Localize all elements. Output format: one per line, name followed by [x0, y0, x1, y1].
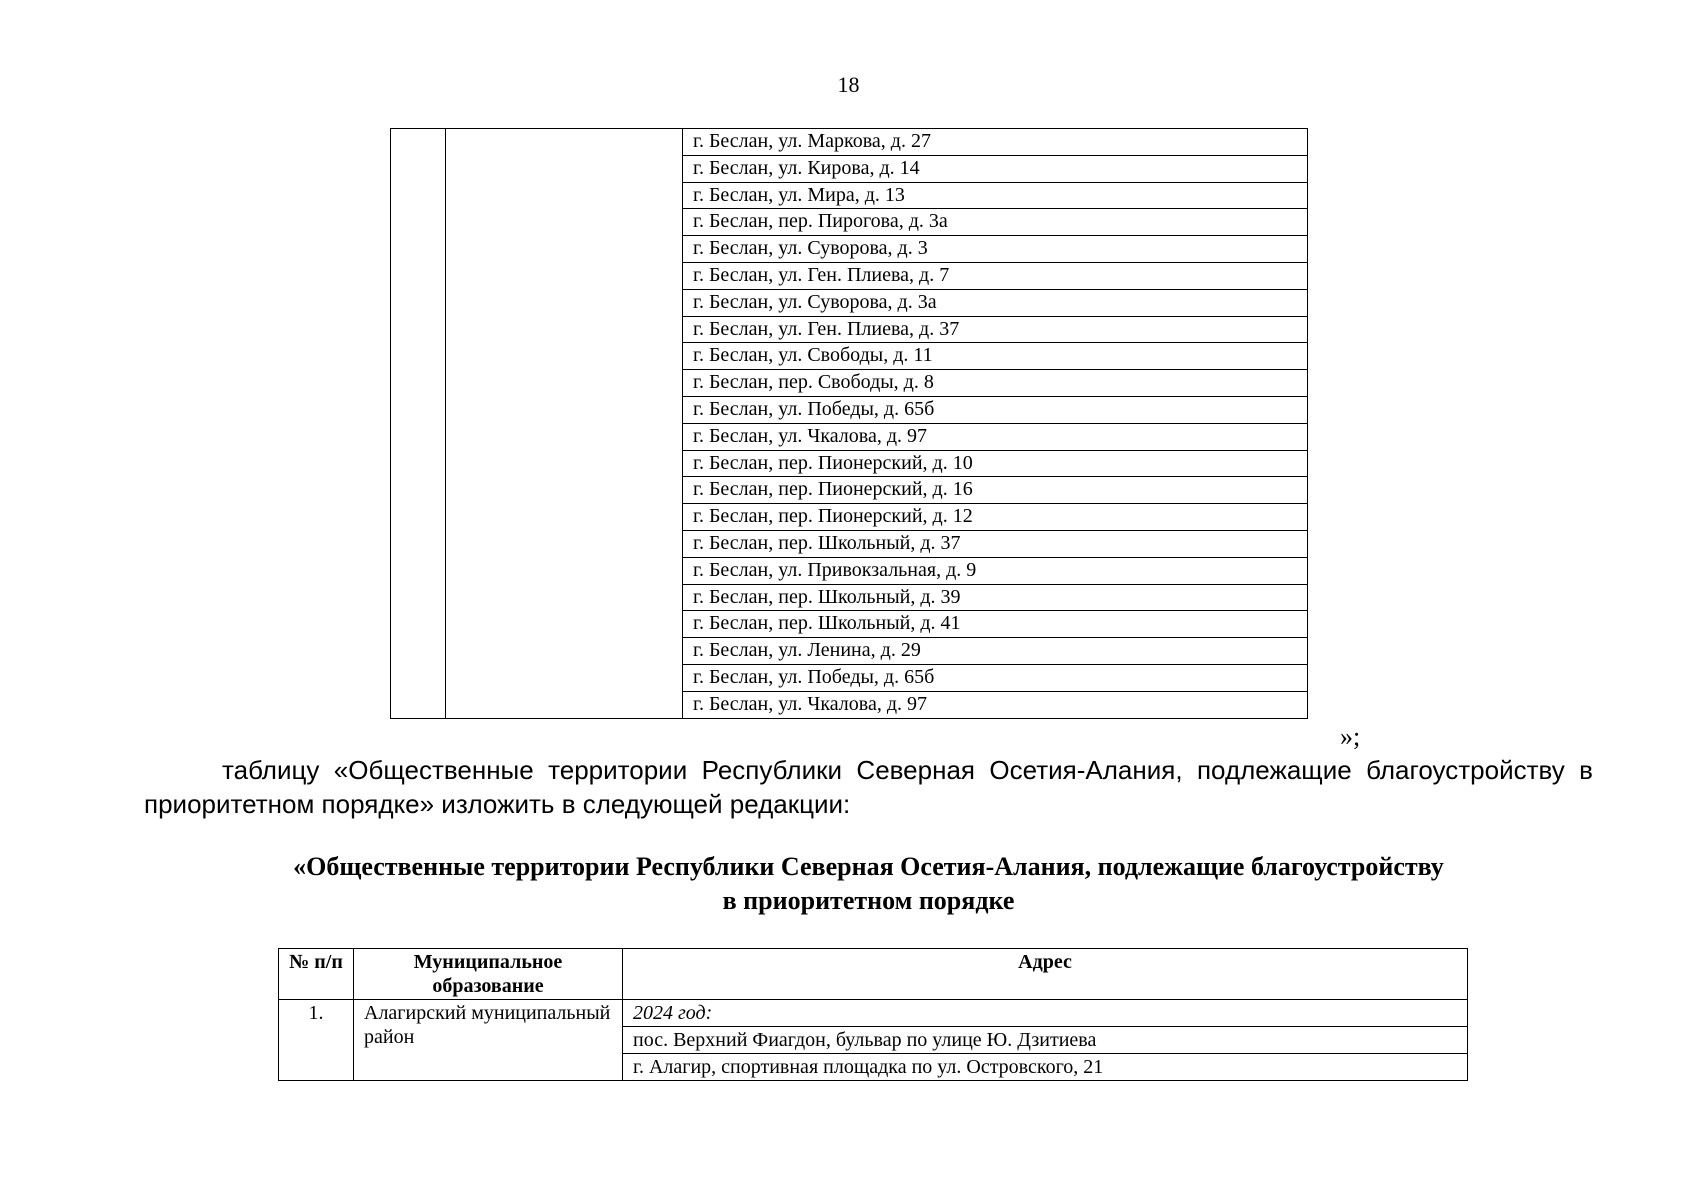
- address-cell: г. Беслан, пер. Школьный, д. 39: [683, 584, 1308, 611]
- address-cell: г. Беслан, ул. Ген. Плиева, д. 37: [683, 316, 1308, 343]
- closing-quote: »;: [1340, 722, 1361, 751]
- table-row: [279, 1000, 1468, 1027]
- number-cell: [391, 129, 446, 719]
- address-cell: г. Беслан, ул. Ген. Плиева, д. 7: [683, 262, 1308, 289]
- address-cell: г. Беслан, ул. Мира, д. 13: [683, 182, 1308, 209]
- table-title-line-2: в приоритетном порядке: [722, 886, 1015, 915]
- address-cell: г. Беслан, пер. Школьный, д. 41: [683, 611, 1308, 638]
- header-municipality: Муниципальное образование: [354, 949, 623, 1000]
- row-address: г. Алагир, спортивная площадка по ул. Островского, 21: [623, 1054, 1468, 1081]
- address-cell: г. Беслан, пер. Свободы, д. 8: [683, 370, 1308, 397]
- row-number: 1.: [279, 1000, 354, 1081]
- table-header-row: [279, 949, 1468, 1000]
- address-cell: г. Беслан, ул. Привокзальная, д. 9: [683, 557, 1308, 584]
- address-cell: г. Беслан, ул. Суворова, д. 3: [683, 236, 1308, 263]
- row-address: пос. Верхний Фиагдон, бульвар по улице Ю. Дзитиева: [623, 1027, 1468, 1054]
- address-cell: г. Беслан, пер. Пионерский, д. 12: [683, 504, 1308, 531]
- amendment-paragraph: таблицу «Общественные территории Республики Северная Осетия-Алания, подлежащие благоустройству в приоритетном порядке» изложить в следующей редакции:: [144, 755, 1593, 819]
- row-year: 2024 год:: [623, 1000, 1468, 1027]
- address-cell: г. Беслан, ул. Чкалова, д. 97: [683, 691, 1308, 718]
- table-title: [144, 850, 1593, 918]
- address-cell: г. Беслан, пер. Пионерский, д. 10: [683, 450, 1308, 477]
- address-cell: г. Беслан, пер. Школьный, д. 37: [683, 530, 1308, 557]
- continuation-table: [390, 128, 1308, 719]
- header-address: Адрес: [623, 949, 1468, 1000]
- address-cell: г. Беслан, ул. Победы, д. 65б: [683, 396, 1308, 423]
- table-title-line-1: «Общественные территории Республики Северная Осетия-Алания, подлежащие благоустройству: [293, 852, 1444, 881]
- address-cell: г. Беслан, ул. Кирова, д. 14: [683, 155, 1308, 182]
- table-row: [391, 129, 1308, 156]
- address-cell: г. Беслан, пер. Пирогова, д. 3а: [683, 209, 1308, 236]
- address-cell: г. Беслан, ул. Ленина, д. 29: [683, 638, 1308, 665]
- address-cell: г. Беслан, ул. Победы, д. 65б: [683, 664, 1308, 691]
- address-cell: г. Беслан, ул. Чкалова, д. 97: [683, 423, 1308, 450]
- row-municipality: Алагирский муниципальный район: [354, 1000, 623, 1081]
- address-cell: г. Беслан, ул. Суворова, д. 3а: [683, 289, 1308, 316]
- public-territories-table: [278, 948, 1468, 1081]
- page-number: 18: [837, 72, 860, 97]
- header-number: № п/п: [279, 949, 354, 1000]
- address-cell: г. Беслан, пер. Пионерский, д. 16: [683, 477, 1308, 504]
- address-cell: г. Беслан, ул. Свободы, д. 11: [683, 343, 1308, 370]
- address-cell: г. Беслан, ул. Маркова, д. 27: [683, 129, 1308, 156]
- municipality-cell: [446, 129, 683, 719]
